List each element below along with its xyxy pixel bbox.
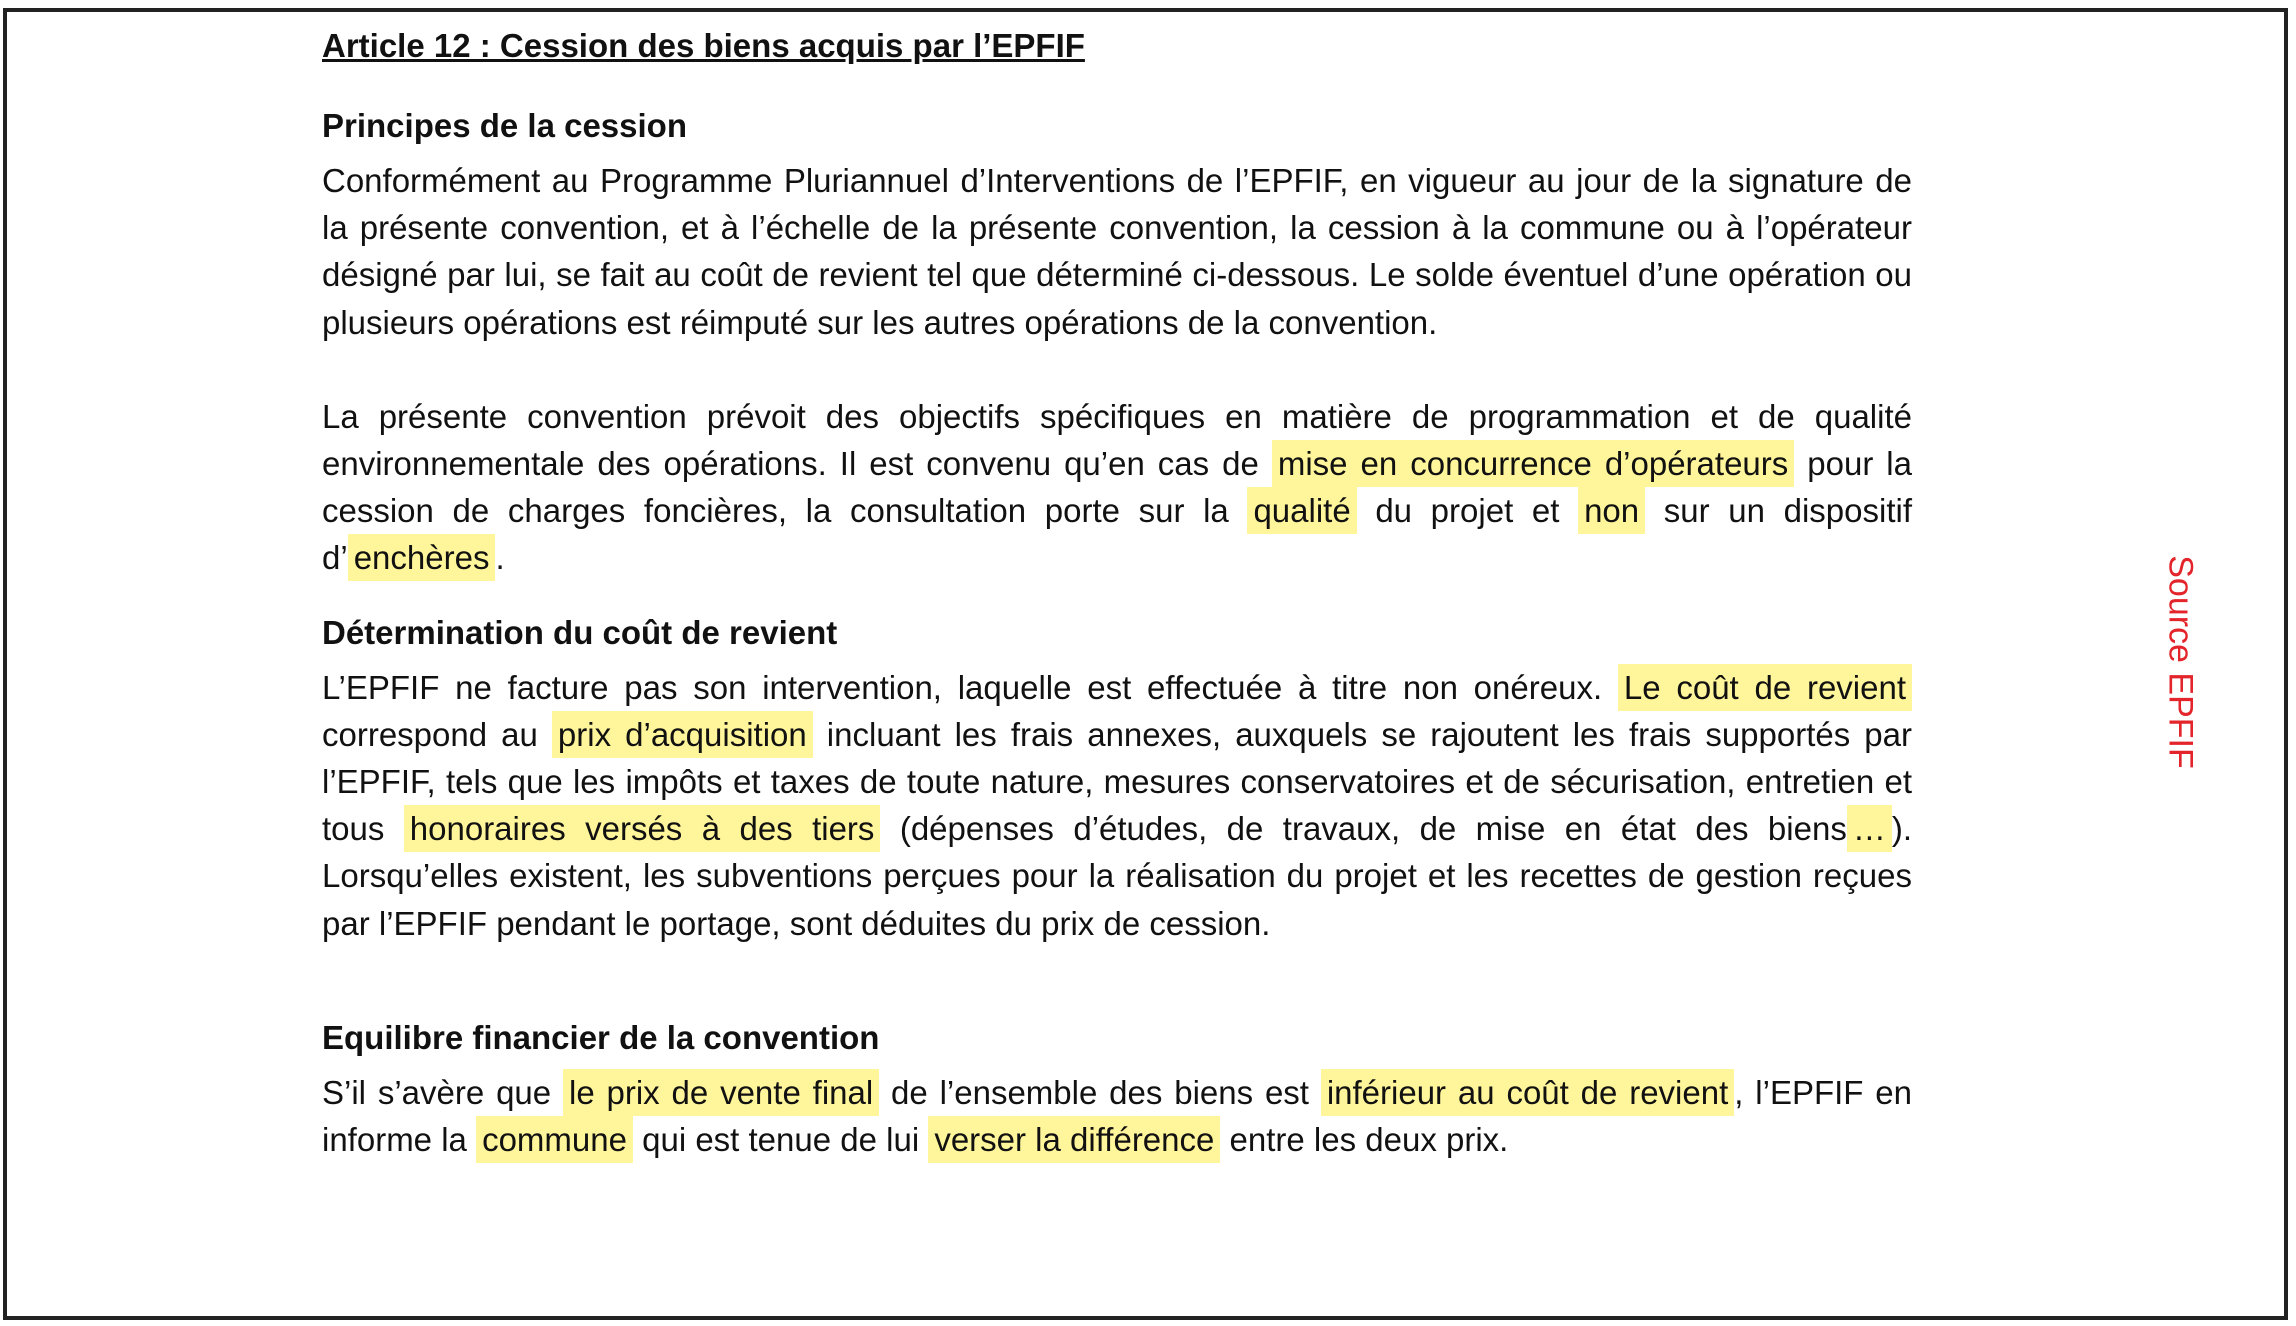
text-run: de l’ensemble des biens est (879, 1073, 1321, 1111)
highlight: le prix de vente final (563, 1069, 879, 1116)
highlight: commune (476, 1116, 633, 1163)
paragraph-principes-2 (322, 393, 1912, 582)
highlight: honoraires versés à des tiers (404, 805, 881, 852)
text-run: . (495, 539, 505, 577)
article-title: Article 12 : Cession des biens acquis par l’EPFIF (322, 27, 1085, 64)
highlight: qualité (1247, 487, 1356, 534)
heading-principes: Principes de la cession (322, 107, 687, 144)
text-run: incluant les frais annexes, auxquels se rajoutent les frais supportés par l’EPFIF, tels que les impôts et taxes de toute nature, mesures conservatoires et de sécurisation, entretien et tous (322, 715, 1912, 848)
text-run: qui est tenue de lui (632, 1121, 929, 1159)
highlight: prix d’acquisition (552, 711, 813, 758)
highlight: verser la différence (928, 1116, 1220, 1163)
paragraph-equilibre-financier (322, 1069, 1912, 1163)
text-run: sur un dispositif d’ (322, 492, 1913, 577)
paragraph-principes-1: Conformément au Programme Pluriannuel d’Interventions de l’EPFIF, en vigueur au jour de la signature de la présente convention, et à l’échelle de la présente convention, la cession à la commune ou à l’opérateur désigné par lui, se fait au coût de revient tel que déterminé ci-dessous. Le solde éventuel d’une opération ou plusieurs opérations est réimputé sur les autres opérations de la convention. (322, 162, 1912, 341)
heading-equilibre-financier: Equilibre financier de la convention (322, 1018, 880, 1056)
highlight: enchères (348, 534, 496, 581)
text-run: (dépenses d’études, de travaux, de mise en état des biens (880, 810, 1847, 848)
heading-cout-de-revient: Détermination du coût de revient (322, 613, 838, 651)
text-run: du projet et (1356, 492, 1579, 530)
text-run: S’il s’avère que (322, 1073, 563, 1111)
highlight: … (1847, 805, 1892, 852)
text-run: ). Lorsqu’elles existent, les subventions perçues pour la réalisation du projet et les recettes de gestion reçues par l’EPFIF pendant le portage, sont déduites du prix de cession. (322, 810, 1912, 942)
text-run: , l’EPFIF en informe la (322, 1073, 1912, 1159)
text-run: L’EPFIF ne facture pas son intervention, laquelle est effectuée à titre non onéreux. (322, 668, 1618, 706)
source-label: Source EPFIF (2161, 555, 2200, 769)
highlight: non (1578, 487, 1645, 534)
text-run: La présente convention prévoit des objectifs spécifiques en matière de programmation et de qualité environnementale des opérations. Il est convenu qu’en cas de (322, 397, 1912, 483)
highlight: Le coût de revient (1618, 664, 1912, 711)
document-body (322, 20, 1912, 1163)
text-run: pour la cession de charges foncières, la consultation porte sur la (322, 445, 1912, 530)
highlight: inférieur au coût de revient (1321, 1069, 1734, 1116)
text-run: correspond au (322, 715, 552, 753)
highlight: mise en concurrence d’opérateurs (1272, 440, 1794, 487)
paragraph-cout-de-revient (322, 664, 1912, 947)
text-run: entre les deux prix. (1220, 1121, 1509, 1159)
